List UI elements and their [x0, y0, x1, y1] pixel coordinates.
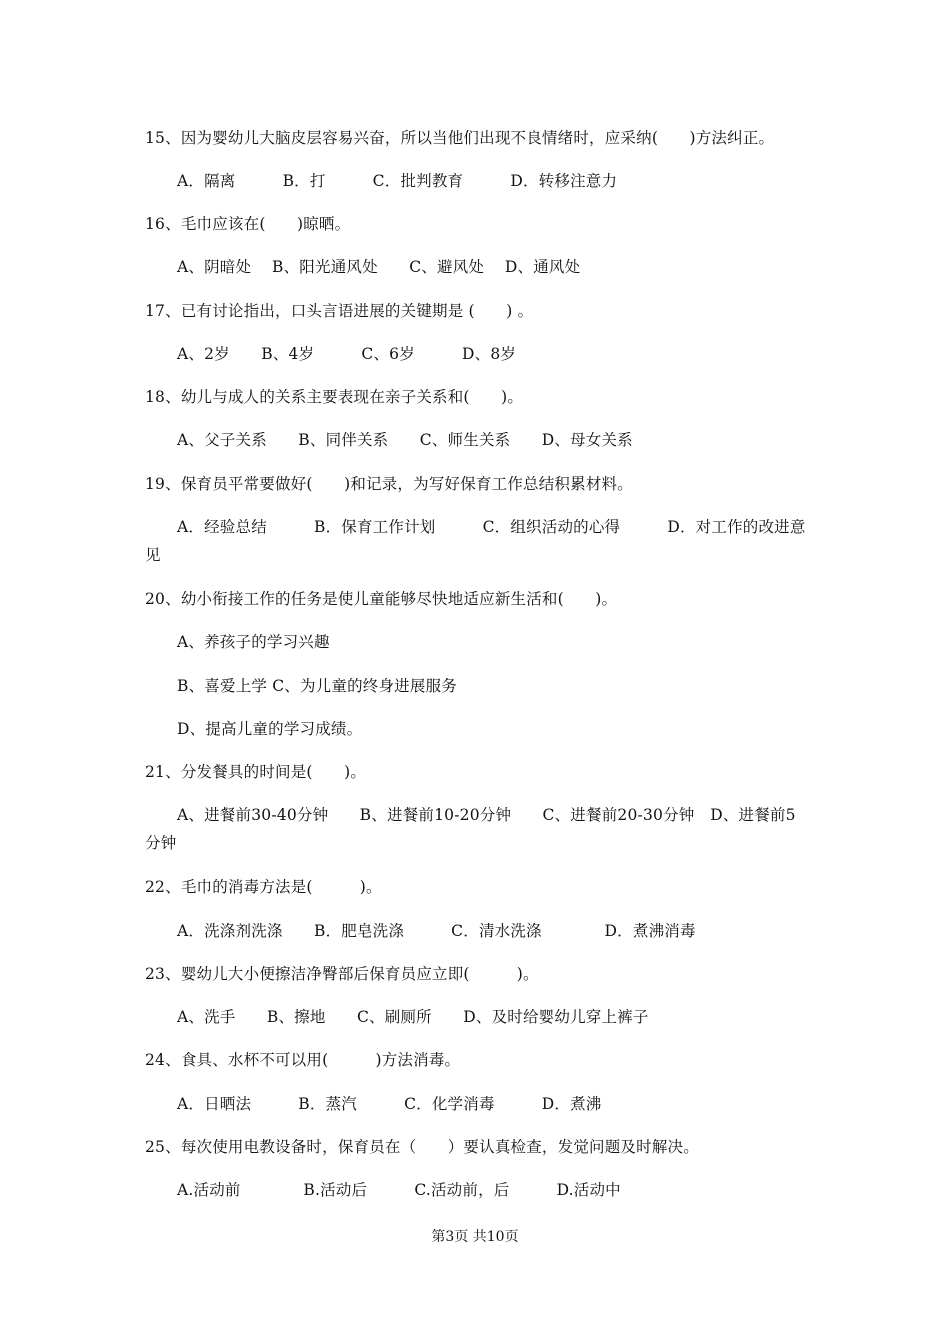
question-20-option-d: D、提高儿童的学习成绩。 [177, 720, 363, 738]
question-22-options: A．洗涤剂洗涤 B．肥皂洗涤 C．清水洗涤 D．煮沸消毒 [177, 922, 696, 940]
page-number-footer: 第3页 共10页 [431, 1229, 519, 1245]
question-16-options: A、阴暗处 B、阳光通风处 C、避风处 D、通风处 [177, 258, 581, 276]
question-15-options: A．隔离 B．打 C．批判教育 D．转移注意力 [177, 172, 618, 190]
question-20-option-bc: B、喜爱上学 C、为儿童的终身进展服务 [177, 677, 457, 695]
question-15-stem: 15、因为婴幼儿大脑皮层容易兴奋，所以当他们出现不良情绪时，应采纳( )方法纠正。 [145, 129, 775, 147]
question-17-stem: 17、已有讨论指出，口头言语进展的关键期是 ( ) 。 [145, 302, 534, 320]
question-16-stem: 16、毛巾应该在( )晾晒。 [145, 215, 351, 233]
question-18-stem: 18、幼儿与成人的关系主要表现在亲子关系和( )。 [145, 388, 524, 406]
question-20-stem: 20、幼小衔接工作的任务是使儿童能够尽快地适应新生活和( )。 [145, 590, 618, 608]
question-21-stem: 21、分发餐具的时间是( )。 [145, 763, 367, 781]
question-22-stem: 22、毛巾的消毒方法是( )。 [145, 878, 382, 896]
question-25-options: A.活动前 B.活动后 C.活动前，后 D.活动中 [177, 1181, 621, 1199]
question-18-options: A、父子关系 B、同伴关系 C、师生关系 D、母女关系 [177, 431, 633, 449]
question-24-stem: 24、食具、水杯不可以用( )方法消毒。 [145, 1051, 461, 1069]
question-23-options: A、洗手 B、擦地 C、刷厕所 D、及时给婴幼儿穿上裤子 [177, 1008, 649, 1026]
question-23-stem: 23、婴幼儿大小便擦洁净臀部后保育员应立即( )。 [145, 965, 539, 983]
question-21-options: A、进餐前30-40分钟 B、进餐前10-20分钟 C、进餐前20-30分钟 D、进餐前5分钟 [145, 806, 796, 852]
question-20-option-a: A、养孩子的学习兴趣 [177, 633, 330, 651]
question-25-stem: 25、每次使用电教设备时，保育员在（ ）要认真检查，发觉问题及时解决。 [145, 1138, 699, 1156]
question-24-options: A．日晒法 B．蒸汽 C．化学消毒 D．煮沸 [177, 1095, 602, 1113]
question-17-options: A、2岁 B、4岁 C、6岁 D、8岁 [177, 345, 517, 363]
question-19-stem: 19、保育员平常要做好( )和记录，为写好保育工作总结积累材料。 [145, 475, 633, 493]
question-19-options: A．经验总结 B．保育工作计划 C．组织活动的心得 D．对工作的改进意见 [145, 518, 806, 564]
